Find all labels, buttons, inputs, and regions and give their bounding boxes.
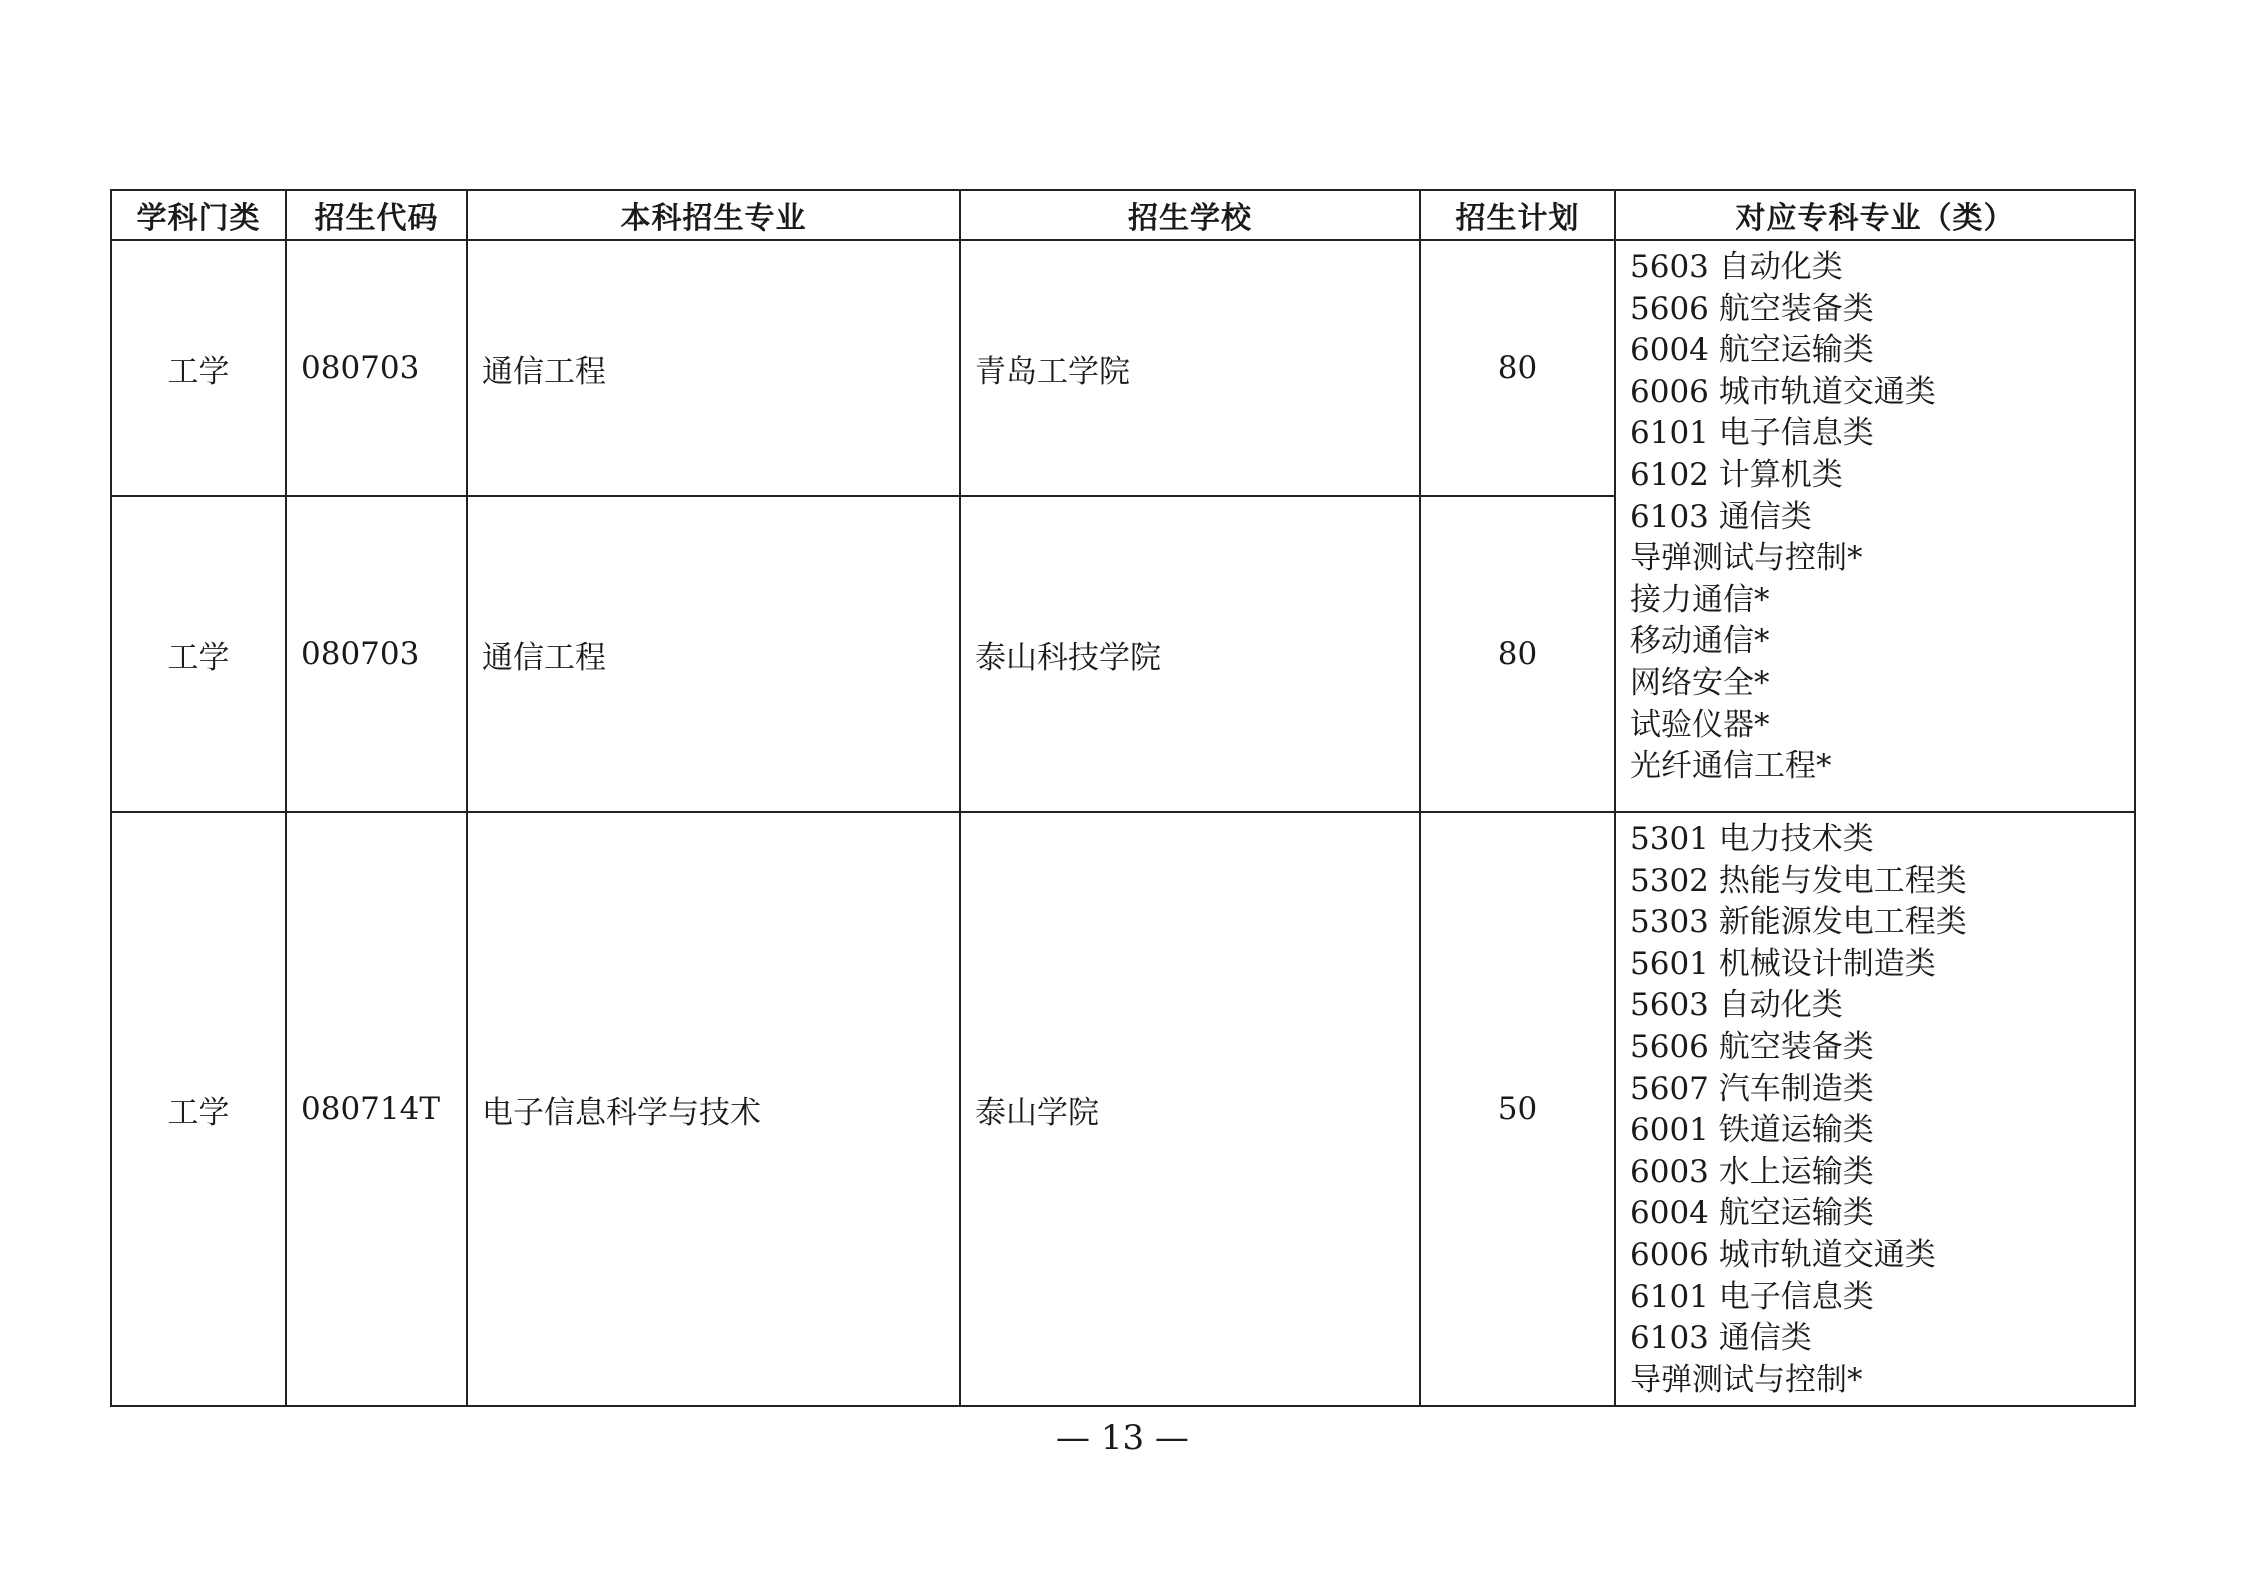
related-major-item: 光纤通信工程* — [1630, 748, 1832, 785]
related-major-item: 6001 铁道运输类 — [1630, 1112, 1874, 1149]
related-major-item: 接力通信* — [1630, 581, 1770, 618]
cell-school: 泰山学院 — [960, 812, 1420, 1406]
cell-related-majors — [1615, 240, 2135, 812]
related-major-item: 6101 电子信息类 — [1630, 415, 1874, 452]
related-major-item: 6103 通信类 — [1630, 1320, 1812, 1357]
cell-school: 青岛工学院 — [960, 240, 1420, 496]
cell-category: 工学 — [111, 240, 286, 496]
related-major-item: 6003 水上运输类 — [1630, 1153, 1874, 1190]
cell-major: 电子信息科学与技术 — [467, 812, 960, 1406]
related-major-item: 6006 城市轨道交通类 — [1630, 373, 1936, 410]
header-related-majors: 对应专科专业（类） — [1615, 190, 2135, 240]
cell-category: 工学 — [111, 496, 286, 812]
cell-plan: 80 — [1420, 496, 1615, 812]
related-major-item: 5606 航空装备类 — [1630, 1028, 1874, 1065]
related-major-item: 5603 自动化类 — [1630, 987, 1843, 1024]
cell-related-majors — [1615, 812, 2135, 1406]
related-major-item: 5603 自动化类 — [1630, 249, 1843, 285]
cell-code: 080703 — [286, 496, 467, 812]
related-major-item: 5607 汽车制造类 — [1630, 1070, 1874, 1107]
enrollment-table — [110, 189, 2136, 1407]
header-school: 招生学校 — [960, 190, 1420, 240]
cell-major: 通信工程 — [467, 496, 960, 812]
table-header-row — [111, 190, 2135, 240]
page-number: — 13 — — [1056, 1418, 1189, 1458]
cell-plan: 80 — [1420, 240, 1615, 496]
cell-major: 通信工程 — [467, 240, 960, 496]
related-major-item: 5301 电力技术类 — [1630, 821, 1874, 857]
related-major-item: 网络安全* — [1630, 664, 1770, 701]
header-major: 本科招生专业 — [467, 190, 960, 240]
related-major-item: 6103 通信类 — [1630, 498, 1812, 535]
related-major-item: 6006 城市轨道交通类 — [1630, 1236, 1936, 1273]
related-major-item: 试验仪器* — [1630, 706, 1770, 743]
related-major-item: 5302 热能与发电工程类 — [1630, 862, 1967, 899]
related-major-item: 6102 计算机类 — [1630, 456, 1843, 493]
header-category: 学科门类 — [111, 190, 286, 240]
cell-category: 工学 — [111, 812, 286, 1406]
related-major-item: 5601 机械设计制造类 — [1630, 945, 1936, 982]
table-row — [111, 812, 2135, 1406]
related-major-item: 5303 新能源发电工程类 — [1630, 904, 1967, 941]
related-major-item: 6004 航空运输类 — [1630, 332, 1874, 369]
cell-code: 080714T — [286, 812, 467, 1406]
cell-school: 泰山科技学院 — [960, 496, 1420, 812]
related-major-item: 导弹测试与控制* — [1630, 1361, 1863, 1398]
related-major-item: 移动通信* — [1630, 623, 1770, 660]
related-major-item: 6101 电子信息类 — [1630, 1278, 1874, 1315]
header-plan: 招生计划 — [1420, 190, 1615, 240]
header-code: 招生代码 — [286, 190, 467, 240]
cell-plan: 50 — [1420, 812, 1615, 1406]
related-major-item: 5606 航空装备类 — [1630, 290, 1874, 327]
related-major-item: 导弹测试与控制* — [1630, 540, 1863, 577]
related-major-item: 6004 航空运输类 — [1630, 1195, 1874, 1232]
cell-code: 080703 — [286, 240, 467, 496]
table-row — [111, 240, 2135, 496]
